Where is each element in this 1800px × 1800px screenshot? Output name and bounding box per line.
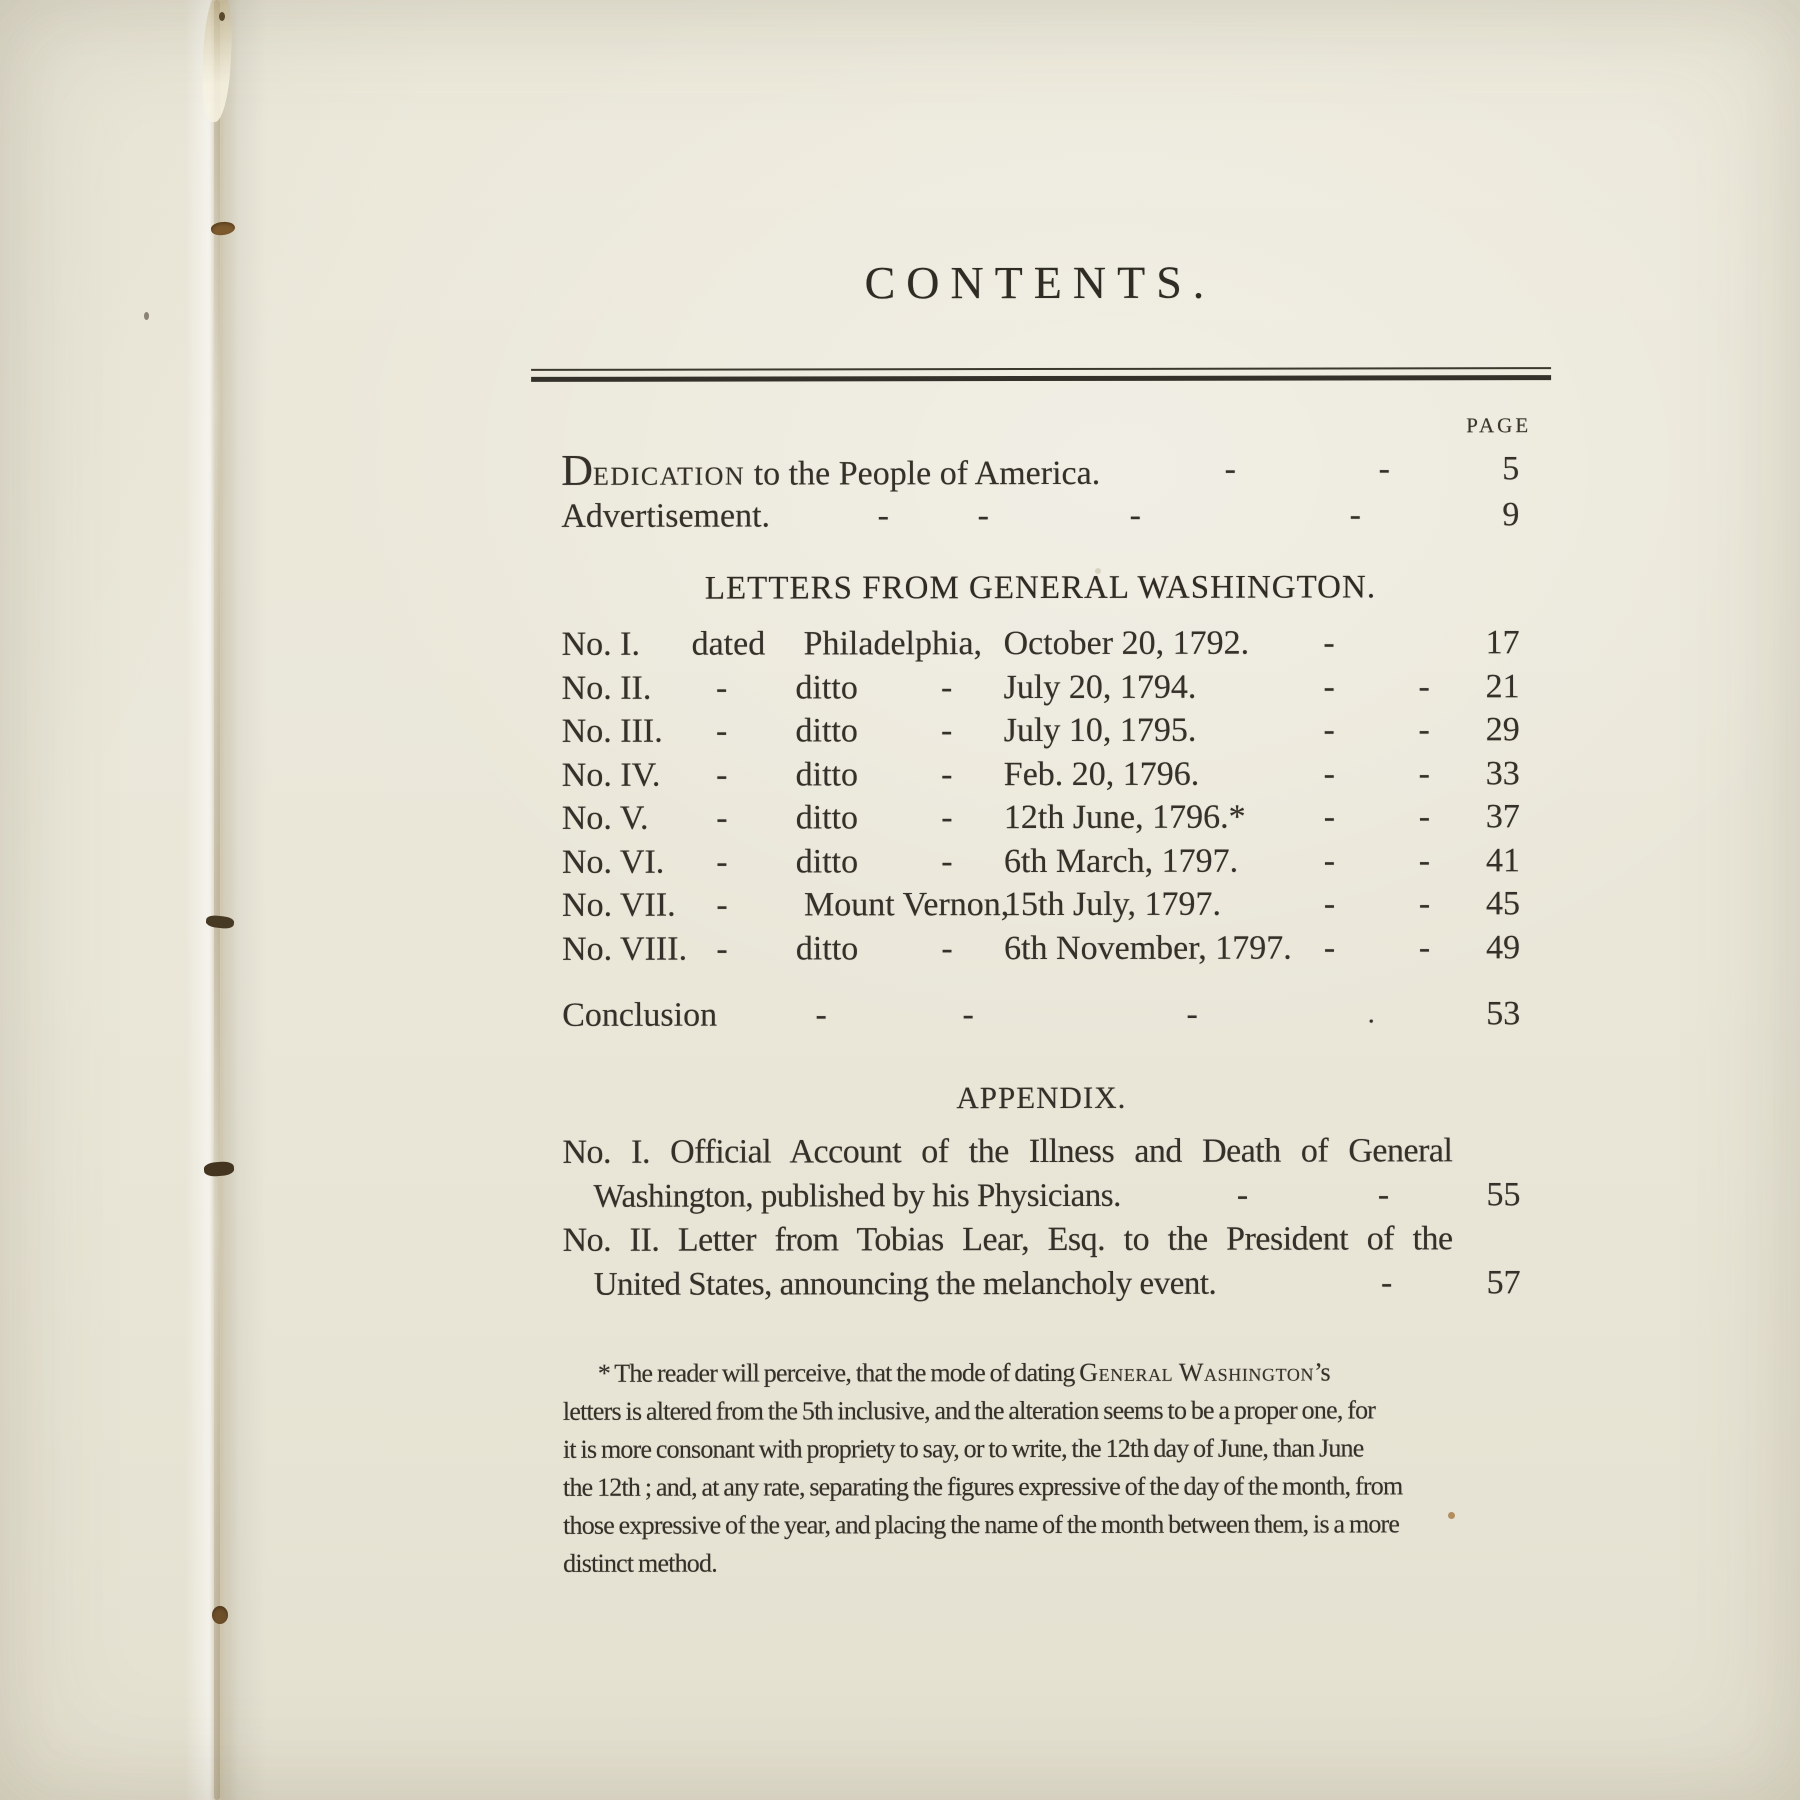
appendix-entry2-line2-text: United States, announcing the melancholy event. bbox=[593, 1265, 1217, 1303]
page-number: 5 bbox=[1502, 450, 1520, 488]
page-number: 17 bbox=[1485, 624, 1520, 662]
letters-toc-table bbox=[562, 621, 1521, 971]
appendix-entry2-line1: No. II. Letter from Tobias Lear, Esq. to the President of the bbox=[562, 1220, 1453, 1259]
leader-dash: - bbox=[716, 756, 728, 794]
letter-number: No. III. bbox=[561, 712, 663, 750]
leader-dash: - bbox=[1236, 1176, 1249, 1214]
letter-place: ditto bbox=[795, 929, 859, 967]
page-column-header: PAGE bbox=[1466, 413, 1532, 438]
leader-dash: - bbox=[1418, 928, 1431, 966]
page-number: 33 bbox=[1485, 754, 1520, 792]
leader-dot: . bbox=[1367, 998, 1375, 1030]
letter-place: ditto bbox=[795, 712, 858, 750]
footnote-general-washington: General Washington bbox=[1079, 1357, 1315, 1387]
page-number: 21 bbox=[1485, 667, 1520, 705]
appendix-entry1-line2-text: Washington, published by his Physicians. bbox=[593, 1177, 1121, 1215]
letters-section-heading: LETTERS FROM GENERAL WASHINGTON. bbox=[704, 569, 1377, 607]
leader-dash: - bbox=[1380, 1264, 1393, 1302]
letter-date: Feb. 20, 1796. bbox=[1003, 755, 1200, 793]
letter-number: No. I. bbox=[561, 625, 640, 663]
contents-page bbox=[560, 0, 1532, 1800]
footnote-line-6: distinct method. bbox=[563, 1548, 717, 1578]
leader-dash bbox=[1377, 621, 1472, 665]
leader-dash: - bbox=[941, 799, 953, 837]
leader-dash: - bbox=[716, 886, 728, 924]
page-number: 53 bbox=[1486, 995, 1521, 1033]
page-number: 37 bbox=[1485, 798, 1520, 836]
leader-dash: - bbox=[1323, 841, 1336, 880]
leader-dash: - bbox=[1224, 450, 1236, 488]
letter-date: 6th March, 1797. bbox=[1003, 842, 1239, 880]
leader-dash: - bbox=[716, 843, 728, 881]
toc-row-letter-1 bbox=[562, 621, 1520, 666]
footnote-line-3: it is more consonant with propriety to say, or to write, the 12th day of June, than June bbox=[562, 1433, 1364, 1464]
appendix-entry1-line1: No. I. Official Account of the Illness and Death of General bbox=[562, 1132, 1453, 1171]
letter-place: ditto bbox=[795, 755, 858, 793]
footnote-line-5: those expressive of the year, and placing the name of the month between them, is a more bbox=[563, 1509, 1400, 1540]
page-number: 45 bbox=[1485, 885, 1521, 923]
footnote-line-4: the 12th ; and, at any rate, separating the figures expressive of the day of the month, from bbox=[562, 1471, 1403, 1502]
leader-dash: - bbox=[716, 799, 728, 837]
footnote-line-1 bbox=[563, 1353, 1543, 1393]
leader-dash: - bbox=[815, 996, 827, 1034]
advertisement-label: Advertisement. bbox=[561, 497, 771, 535]
leader-dash: - bbox=[962, 996, 974, 1034]
letter-number: No. VI. bbox=[561, 843, 665, 881]
toc-row-letter-7 bbox=[562, 882, 1520, 927]
page-number: 29 bbox=[1485, 711, 1520, 749]
letter-place: ditto bbox=[795, 668, 858, 706]
toc-row-letter-3 bbox=[562, 708, 1520, 753]
toc-row-letter-2 bbox=[562, 665, 1520, 710]
double-rule bbox=[531, 367, 1551, 382]
binding-stitch-top bbox=[219, 12, 225, 21]
toc-row-letter-6 bbox=[562, 839, 1520, 884]
letter-number: No. V. bbox=[561, 799, 649, 837]
leader-dash: - bbox=[1129, 496, 1142, 534]
letter-date: July 10, 1795. bbox=[1003, 711, 1197, 750]
paper-speck bbox=[144, 312, 149, 320]
leader-dash: - bbox=[715, 669, 728, 707]
letter-date: 12th June, 1796.* bbox=[1003, 798, 1246, 837]
appendix-entry2-line2 bbox=[563, 1261, 1521, 1307]
leader-dash: - bbox=[1323, 711, 1335, 749]
leader-dash: - bbox=[1418, 667, 1430, 705]
toc-row-letter-5 bbox=[562, 795, 1520, 840]
dedication-lead-cap: D bbox=[561, 445, 594, 495]
leader-dash: - bbox=[1378, 450, 1390, 488]
leader-dash: - bbox=[1323, 754, 1335, 793]
leader-dash: - bbox=[941, 842, 953, 880]
leader-dash: - bbox=[1323, 624, 1335, 662]
toc-row-advertisement bbox=[561, 493, 1519, 539]
toc-row-dedication bbox=[561, 447, 1519, 493]
letter-number: No. VII. bbox=[561, 886, 676, 924]
page-number: 57 bbox=[1486, 1264, 1521, 1302]
letter-number: No. II. bbox=[561, 669, 652, 707]
letter-place: ditto bbox=[795, 799, 859, 837]
footnote-line1-pre: * The reader will perceive, that the mode of dating bbox=[597, 1357, 1080, 1388]
page-number: 41 bbox=[1485, 841, 1520, 879]
leader-dash: - bbox=[1323, 798, 1336, 836]
leader-dash: - bbox=[1323, 885, 1336, 923]
letter-number: No. IV. bbox=[561, 756, 661, 794]
conclusion-label: Conclusion bbox=[562, 996, 718, 1034]
leader-dash: - bbox=[941, 712, 953, 750]
leader-dash: - bbox=[1418, 841, 1431, 879]
letter-place: Mount Vernon, bbox=[803, 886, 1010, 924]
leader-dash: dated bbox=[691, 625, 766, 663]
leader-dash: - bbox=[1377, 1176, 1390, 1214]
letter-date: 6th November, 1797. bbox=[1004, 929, 1292, 967]
dedication-smallcaps: EDICATION bbox=[593, 461, 746, 491]
letter-date: 15th July, 1797. bbox=[1003, 885, 1221, 924]
appendix-section-heading: APPENDIX. bbox=[956, 1079, 1127, 1116]
leader-dash: - bbox=[1418, 798, 1431, 836]
dedication-rest: to the People of America. bbox=[745, 454, 1101, 493]
binding-fold-crease bbox=[214, 0, 220, 1800]
binding-fold bbox=[185, 0, 267, 1800]
letter-date: July 20, 1794. bbox=[1003, 668, 1197, 706]
leader-dash: - bbox=[1349, 496, 1362, 534]
leader-dash: - bbox=[716, 930, 728, 968]
leader-dash: - bbox=[1323, 667, 1335, 706]
toc-row-letter-4 bbox=[562, 752, 1520, 797]
leader-dash: - bbox=[977, 497, 990, 535]
leader-dash: - bbox=[1323, 928, 1336, 967]
binding-stitch-bottom bbox=[212, 1606, 228, 1624]
dedication-label bbox=[561, 445, 1101, 495]
leader-dash: - bbox=[1418, 711, 1430, 749]
leader-dash: - bbox=[940, 668, 953, 706]
letter-number: No. VIII. bbox=[562, 930, 688, 968]
toc-row-letter-8 bbox=[562, 926, 1520, 971]
page-number: 49 bbox=[1486, 928, 1521, 966]
leader-dash: - bbox=[1186, 995, 1198, 1033]
leader-dash: - bbox=[877, 497, 890, 535]
letter-place: ditto bbox=[795, 842, 859, 880]
footnote-line1-post: ’s bbox=[1314, 1357, 1330, 1387]
leader-dash: - bbox=[1418, 754, 1430, 792]
letter-date: October 20, 1792. bbox=[1003, 624, 1250, 663]
footnote-line-2: letters is altered from the 5th inclusive, and the alteration seems to be a proper one, for bbox=[562, 1395, 1376, 1426]
letter-place: Philadelphia, bbox=[803, 625, 983, 663]
leader-dash: - bbox=[716, 712, 728, 750]
leader-dash: - bbox=[1418, 885, 1431, 923]
toc-row-conclusion bbox=[562, 992, 1520, 1038]
leader-dash: - bbox=[941, 755, 953, 793]
leader-dash: - bbox=[941, 929, 953, 967]
page-number: 55 bbox=[1486, 1176, 1521, 1214]
page-number: 9 bbox=[1502, 496, 1520, 534]
appendix-entry1-line2 bbox=[562, 1173, 1520, 1219]
page-title: CONTENTS. bbox=[864, 256, 1216, 309]
